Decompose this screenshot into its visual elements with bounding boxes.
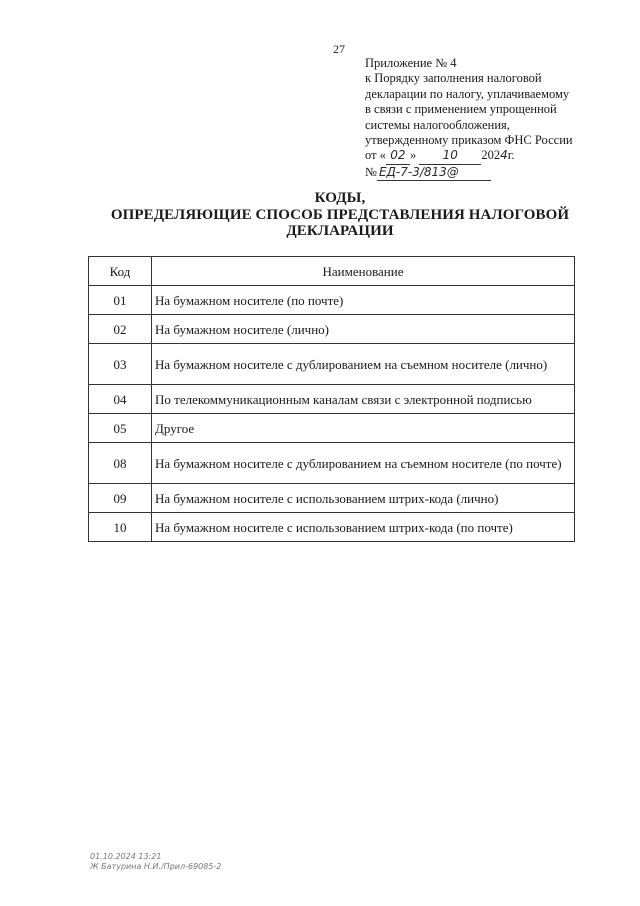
order-number <box>365 165 615 181</box>
title-line: ДЕКЛАРАЦИИ <box>286 223 394 239</box>
code-cell: 08 <box>89 443 152 484</box>
appendix-line: утвержденному приказом ФНС России <box>365 133 573 148</box>
footer-line: Ж Батурина Н.И./Прил-69085-2 <box>90 862 222 871</box>
name-cell: На бумажном носителе (лично) <box>152 315 575 344</box>
appendix-line: к Порядку заполнения налоговой <box>365 71 542 86</box>
appendix-line: системы налогообложения, <box>365 117 510 132</box>
name-cell: На бумажном носителе с использованием штрих-кода (по почте) <box>152 513 575 542</box>
table-row <box>89 286 575 315</box>
appendix-line: в связи с применением упрощенной <box>365 102 557 117</box>
name-cell: На бумажном носителе с использованием штрих-кода (лично) <box>152 484 575 513</box>
document-footer <box>90 852 221 872</box>
document-title <box>90 190 590 240</box>
order-date <box>365 148 615 164</box>
code-cell: 02 <box>89 315 152 344</box>
table-row <box>89 443 575 484</box>
name-cell: По телекоммуникационным каналам связи с электронной подписью <box>152 385 575 414</box>
name-cell: На бумажном носителе с дублированием на съемном носителе (лично) <box>152 344 575 385</box>
table-header-row <box>89 257 575 286</box>
code-cell: 01 <box>89 286 152 315</box>
handwritten-month: 10 <box>419 148 481 164</box>
name-cell: На бумажном носителе (по почте) <box>152 286 575 315</box>
column-header-name: Наименование <box>152 257 575 286</box>
appendix-line: декларации по налогу, уплачиваемому <box>365 86 570 101</box>
codes-table <box>88 256 575 542</box>
table-row <box>89 414 575 443</box>
table-row <box>89 315 575 344</box>
name-cell: Другое <box>152 414 575 443</box>
handwritten-year-digit: 4 <box>500 148 508 163</box>
footer-line: 01.10.2024 13:21 <box>90 852 162 861</box>
year-suffix: г. <box>507 148 515 163</box>
title-line: КОДЫ, <box>314 190 366 206</box>
table-row <box>89 344 575 385</box>
code-cell: 05 <box>89 414 152 443</box>
table-row <box>89 513 575 542</box>
code-cell: 10 <box>89 513 152 542</box>
code-cell: 03 <box>89 344 152 385</box>
appendix-block <box>365 56 615 181</box>
table-row <box>89 385 575 414</box>
code-cell: 04 <box>89 385 152 414</box>
appendix-line: Приложение № 4 <box>365 56 457 70</box>
number-prefix: № <box>365 164 377 179</box>
name-cell: На бумажном носителе с дублированием на съемном носителе (по почте) <box>152 443 575 484</box>
handwritten-day: 02 <box>386 148 410 164</box>
column-header-code: Код <box>89 257 152 286</box>
handwritten-order-number: ЕД-7-3/813@ <box>377 165 491 181</box>
date-prefix: от « <box>365 148 386 163</box>
code-cell: 09 <box>89 484 152 513</box>
year-prefix: 202 <box>481 148 501 163</box>
date-mid: » <box>409 148 417 163</box>
page-number: 27 <box>333 42 345 56</box>
table-row <box>89 484 575 513</box>
title-line: ОПРЕДЕЛЯЮЩИЕ СПОСОБ ПРЕДСТАВЛЕНИЯ НАЛОГОВОЙ <box>110 206 570 223</box>
